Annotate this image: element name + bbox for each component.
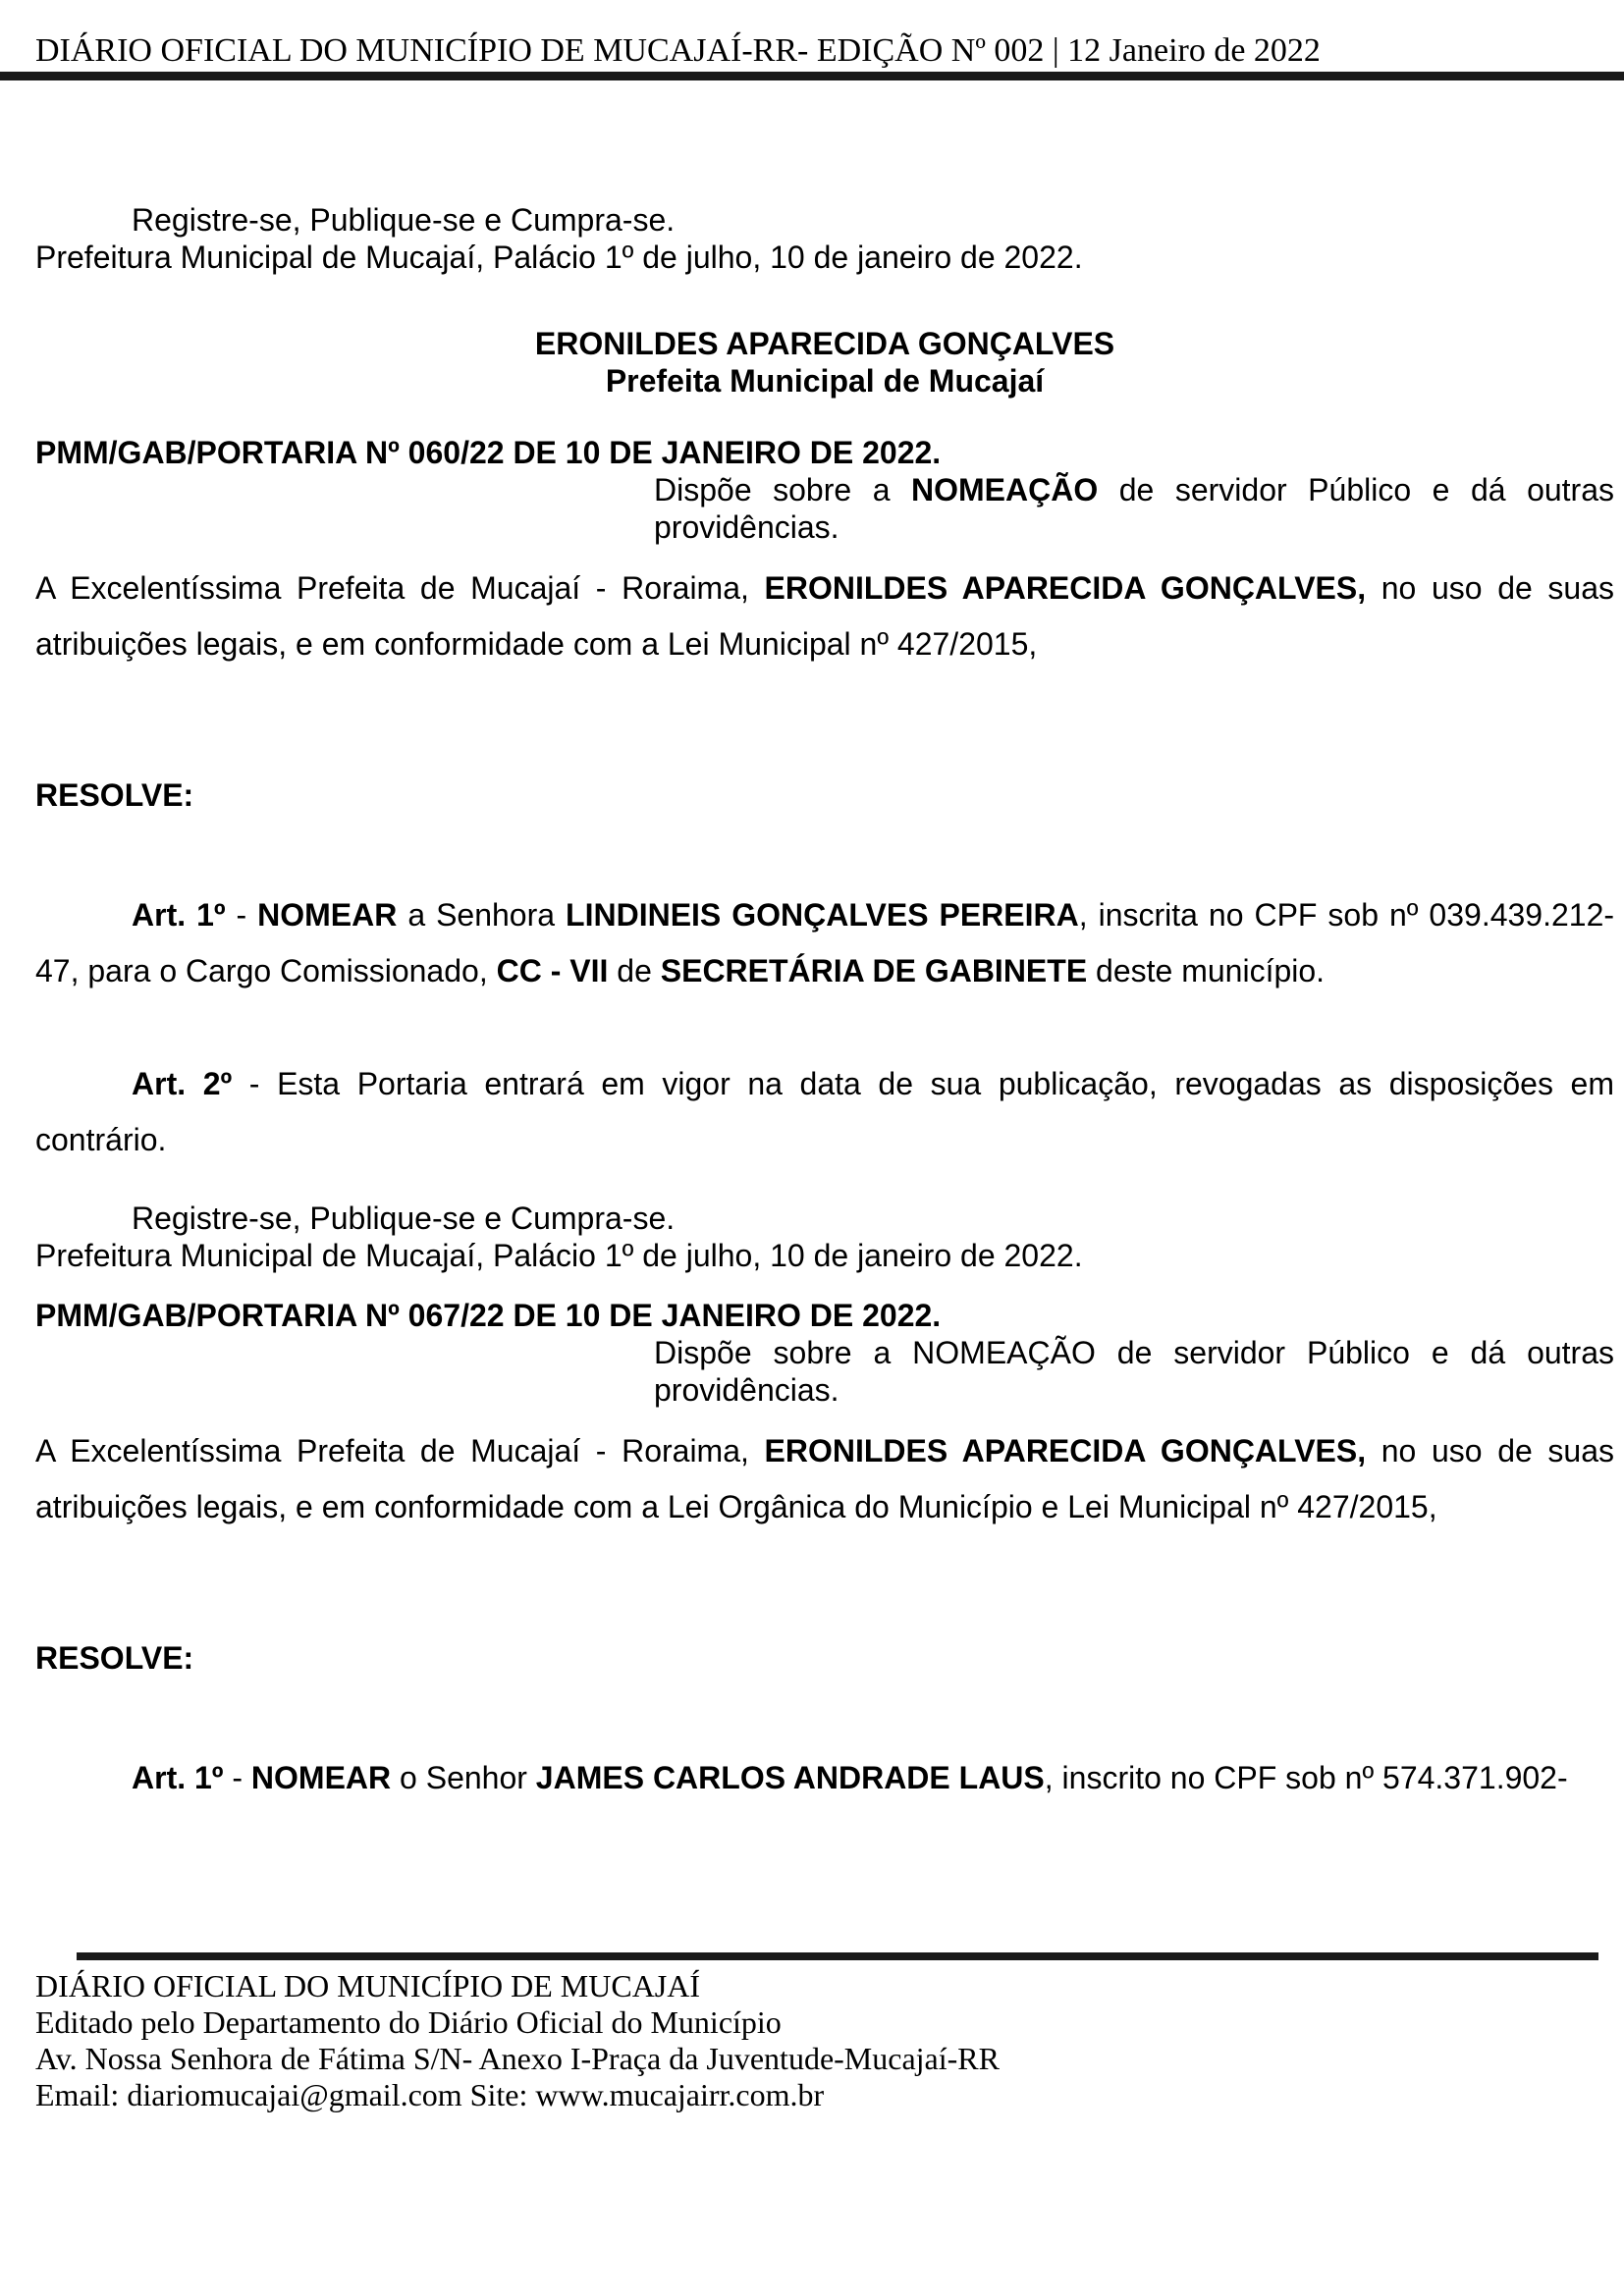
portaria-060-art1: Art. 1º - NOMEAR a Senhora LINDINEIS GONÇALVES PEREIRA, inscrita no CPF sob nº 039.439.212-47, para o Cargo Comissionado, CC - VII de SECRETÁRIA DE GABINETE deste município.: [35, 897, 1615, 988]
registre-line: Registre-se, Publique-se e Cumpra-se.: [132, 1201, 676, 1236]
portaria-067-summary: Dispõe sobre a NOMEAÇÃO de servidor Público e dá outras providências.: [654, 1335, 1614, 1408]
portaria-060-title: PMM/GAB/PORTARIA Nº 060/22 DE 10 DE JANEIRO DE 2022.: [35, 435, 942, 470]
footer-line-title: DIÁRIO OFICIAL DO MUNICÍPIO DE MUCAJAÍ: [35, 1968, 701, 2003]
diario-header-title: DIÁRIO OFICIAL DO MUNICÍPIO DE MUCAJAÍ-RR- EDIÇÃO Nº 002 | 12 Janeiro de 2022: [35, 32, 1321, 69]
registre-line: Registre-se, Publique-se e Cumpra-se.: [132, 202, 676, 238]
portaria-067-resolve: RESOLVE:: [35, 1640, 194, 1676]
portaria-060-resolve: RESOLVE:: [35, 777, 194, 813]
document-body: [35, 201, 1614, 1806]
portaria-060-art2: Art. 2º - Esta Portaria entrará em vigor na data de sua publicação, revogadas as disposições em contrário.: [35, 1066, 1615, 1157]
portaria-067-art1: Art. 1º - NOMEAR o Senhor JAMES CARLOS ANDRADE LAUS, inscrito no CPF sob nº 574.371.902-: [132, 1760, 1568, 1795]
header-divider: [0, 72, 1624, 80]
footer-line-address: Av. Nossa Senhora de Fátima S/N- Anexo I-Praça da Juventude-Mucajaí-RR: [35, 2041, 1000, 2076]
prefeitura-date-line: Prefeitura Municipal de Mucajaí, Palácio 1º de julho, 10 de janeiro de 2022.: [35, 1238, 1083, 1273]
prefeitura-date-line: Prefeitura Municipal de Mucajaí, Palácio 1º de julho, 10 de janeiro de 2022.: [35, 240, 1083, 275]
portaria-060-summary: Dispõe sobre a NOMEAÇÃO de servidor Público e dá outras providências.: [654, 472, 1614, 545]
diario-footer: [35, 1968, 1000, 2113]
footer-line-contact: Email: diariomucajai@gmail.com Site: www.mucajairr.com.br: [35, 2077, 825, 2112]
footer-line-editor: Editado pelo Departamento do Diário Oficial do Município: [35, 2004, 782, 2040]
portaria-067-intro: A Excelentíssima Prefeita de Mucajaí - Roraima, ERONILDES APARECIDA GONÇALVES, no uso de suas atribuições legais, e em conformidade com a Lei Orgânica do Município e Lei Municipal nº 427/2015,: [35, 1433, 1615, 1524]
signature-name: ERONILDES APARECIDA GONÇALVES: [534, 326, 1115, 361]
signature-role: Prefeita Municipal de Mucajaí: [605, 363, 1045, 399]
portaria-060-intro: A Excelentíssima Prefeita de Mucajaí - Roraima, ERONILDES APARECIDA GONÇALVES, no uso de suas atribuições legais, e em conformidade com a Lei Municipal nº 427/2015,: [35, 570, 1615, 662]
footer-divider: [77, 1952, 1598, 1960]
portaria-067-title: PMM/GAB/PORTARIA Nº 067/22 DE 10 DE JANEIRO DE 2022.: [35, 1298, 942, 1333]
